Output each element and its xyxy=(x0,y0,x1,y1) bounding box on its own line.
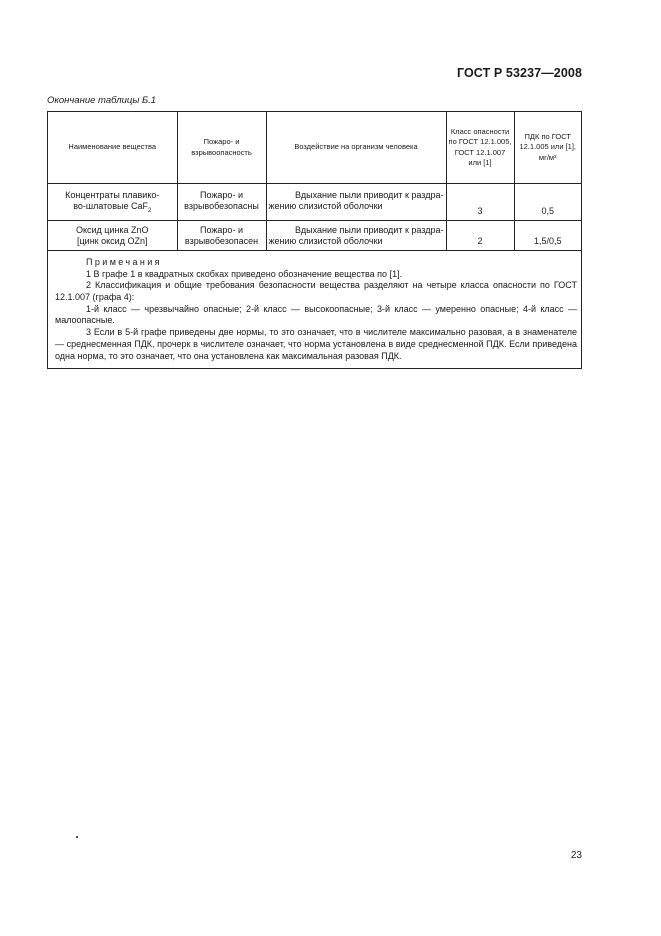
page-number: 23 xyxy=(570,850,582,861)
document-code: ГОСТ Р 53237—2008 xyxy=(456,66,582,80)
cell-text: Оксид цинка ZnO xyxy=(75,224,149,235)
cell-text: [цинк оксид OZn] xyxy=(77,235,148,246)
cell-class: 2 xyxy=(446,220,514,251)
cell-text: Пожаро- и xyxy=(200,224,243,235)
cell-pdk: 0,5 xyxy=(514,184,581,221)
cell-text: взрывобезопасны xyxy=(184,201,259,212)
cell-effect xyxy=(266,220,446,251)
table-row xyxy=(48,184,581,221)
cell-text: жению слизистой оболочки xyxy=(268,235,383,246)
scan-speck xyxy=(76,836,78,838)
col-header-effect: Воздействие на организм человека xyxy=(266,112,446,184)
col-header-substance: Наименование вещества xyxy=(48,112,177,184)
col-header-pdk: ПДК по ГОСТ 12.1.005 или [1], мг/м³ xyxy=(514,112,581,184)
cell-substance xyxy=(48,220,177,251)
cell-text-part: во-шлатовые CaF xyxy=(73,201,148,212)
cell-text: Вдыхание пыли приводит к раздра- xyxy=(295,190,444,200)
note-2: 2 Классификация и общие требования безопасности вещества разделяют на четыре класса опасности по ГОСТ 12.1.007 (графа 4): xyxy=(55,280,577,303)
cell-effect xyxy=(266,184,446,221)
table-row xyxy=(48,220,581,251)
cell-text xyxy=(50,201,175,215)
col-header-class: Класс опасности по ГОСТ 12.1.005, ГОСТ 12.1.007 или [1] xyxy=(446,112,514,184)
col-header-hazard: Пожаро- и взрывоопасность xyxy=(177,112,266,184)
note-1: 1 В графе 1 в квадратных скобках приведено обозначение вещества по [1]. xyxy=(86,268,403,279)
cell-substance xyxy=(48,184,177,221)
cell-hazard xyxy=(177,184,266,221)
substances-table xyxy=(47,111,582,369)
cell-text: жению слизистой оболочки xyxy=(268,201,383,212)
note-3: 3 Если в 5-й графе приведены две нормы, то это означает, что в числителе максимально разовая, а в знаменателе — среднесменная ПДК, прочерк в числителе означает, что норма установлена в виде среднесменной ПДК. Если приведена одна норма, то это означает, что она установлена как максимальная разовая ПДК. xyxy=(55,327,577,361)
cell-class: 3 xyxy=(446,184,514,221)
cell-text: Концентраты плавико- xyxy=(65,190,160,200)
subscript: 2 xyxy=(147,208,152,215)
table-notes xyxy=(48,251,581,368)
cell-text: взрывобезопасен xyxy=(184,235,259,246)
cell-pdk: 1,5/0,5 xyxy=(514,220,581,251)
note-2-classes: 1-й класс — чрезвычайно опасные; 2-й класс — высокоопасные; 3-й класс — умеренно опасные; 4-й класс — малоопасные. xyxy=(55,303,577,326)
cell-text: Вдыхание пыли приводит к раздра- xyxy=(295,224,444,235)
cell-hazard xyxy=(177,220,266,251)
notes-title: Примечания xyxy=(86,257,162,268)
table-header-row xyxy=(48,112,581,184)
table-caption: Окончание таблицы Б.1 xyxy=(47,95,157,106)
cell-text: Пожаро- и xyxy=(200,190,243,200)
